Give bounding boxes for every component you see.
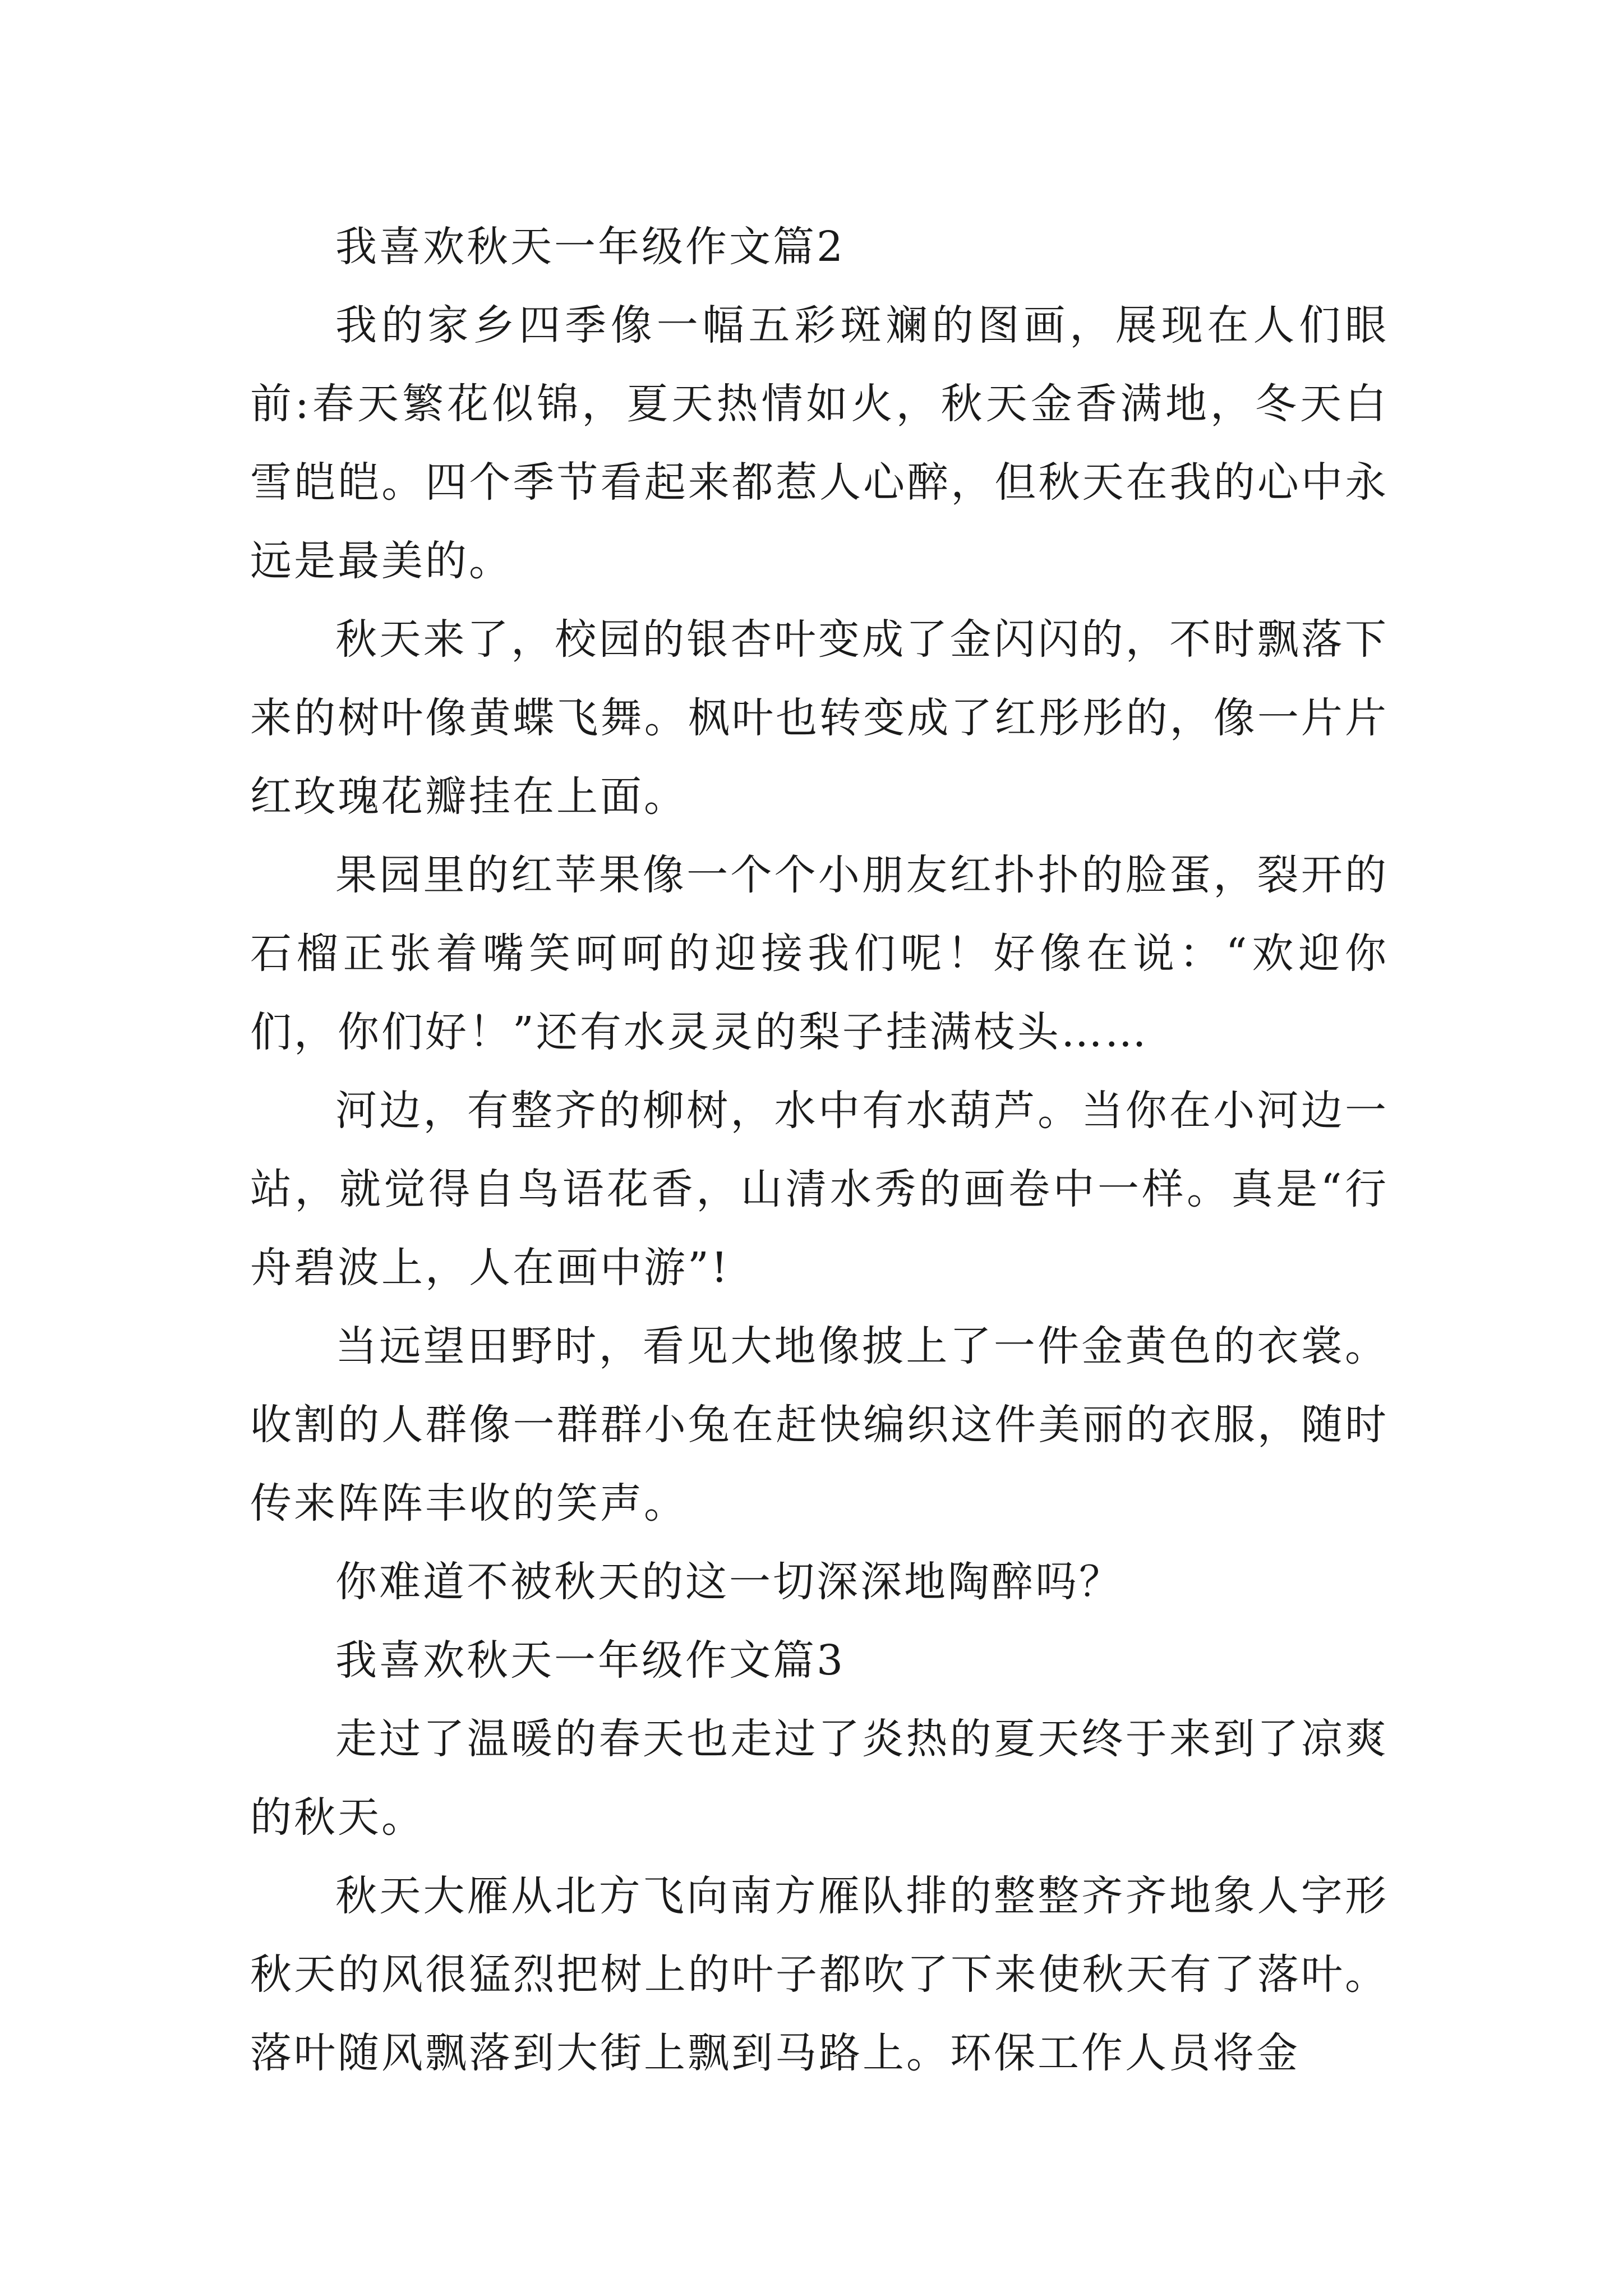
paragraph: 走过了温暖的春天也走过了炎热的夏天终于来到了凉爽的秋天。 [250, 1715, 1389, 1842]
document-body [250, 208, 1389, 2092]
paragraph: 秋天大雁从北方飞向南方雁队排的整整齐齐地象人字形秋天的风很猛烈把树上的叶子都吹了下来使秋天有了落叶。落叶随风飘落到大街上飘到马路上。环保工作人员将金 [250, 1872, 1389, 2077]
paragraph: 我的家乡四季像一幅五彩斑斓的图画，展现在人们眼前:春天繁花似锦，夏天热情如火，秋天金香满地，冬天白雪皑皑。四个季节看起来都惹人心醉，但秋天在我的心中永远是最美的。 [250, 301, 1389, 585]
paragraph: 果园里的红苹果像一个个小朋友红扑扑的脸蛋，裂开的石榴正张着嘴笑呵呵的迎接我们呢！好像在说：“欢迎你们，你们好！”还有水灵灵的梨子挂满枝头…… [250, 851, 1389, 1056]
section-heading: 我喜欢秋天一年级作文篇2 [335, 223, 846, 271]
paragraph: 当远望田野时，看见大地像披上了一件金黄色的衣裳。收割的人群像一群群小兔在赶快编织这件美丽的衣服，随时传来阵阵丰收的笑声。 [250, 1322, 1389, 1527]
paragraph: 秋天来了，校园的银杏叶变成了金闪闪的，不时飘落下来的树叶像黄蝶飞舞。枫叶也转变成了红彤彤的，像一片片红玫瑰花瓣挂在上面。 [250, 615, 1389, 821]
paragraph: 你难道不被秋天的这一切深深地陶醉吗？ [335, 1558, 1123, 1606]
paragraph: 河边，有整齐的柳树，水中有水葫芦。当你在小河边一站，就觉得自鸟语花香，山清水秀的画卷中一样。真是“行舟碧波上，人在画中游”! [250, 1087, 1389, 1292]
section-heading: 我喜欢秋天一年级作文篇3 [335, 1636, 846, 1685]
